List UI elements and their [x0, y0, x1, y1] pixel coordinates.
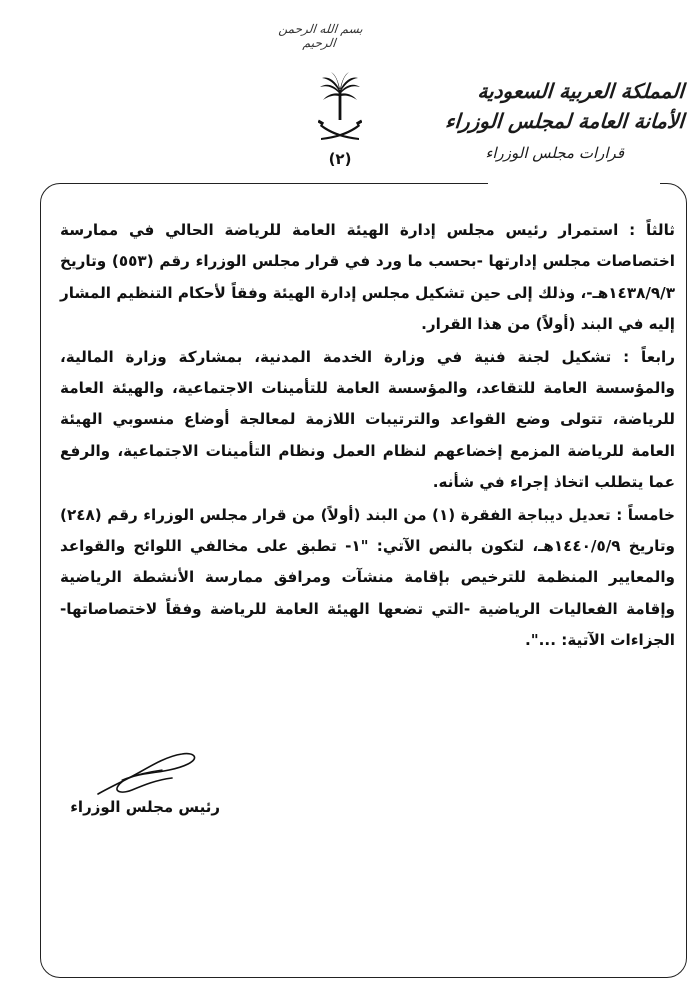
- clause-text: استمرار رئيس مجلس إدارة الهيئة العامة للرياضة الحالي في ممارسة اختصاصات مجلس إدارتها -بحسب ما ورد في قرار مجلس الوزراء رقم (٥٥٣) وتاريخ ١٤٣٨/٩/٣هـ-، وذلك إلى حين تشكيل مجلس إدارة الهيئة وفقاً لأحكام التنظيم المشار إليه في البند (أولاً) من هذا القرار.: [60, 221, 675, 334]
- decision-body: [60, 215, 675, 658]
- page-number: (٢): [328, 150, 352, 168]
- basmala: بسم الله الرحمن الرحيم: [277, 22, 364, 50]
- clause-label: خامساً :: [616, 505, 675, 524]
- letterhead-decisions: قرارات مجلس الوزراء: [485, 144, 624, 162]
- clause-text: تعديل ديباجة الفقرة (١) من البند (أولاً) من قرار مجلس الوزراء رقم (٢٤٨) وتاريخ ١٤٤٠/٥/٩هـ، لتكون بالنص الآتي: "١- تطبق على مخالفي اللوائح والقواعد والمعايير المنظمة للترخيص بإقامة منشآت ومرافق ممارسة الأنشطة الرياضية وإقامة الفعاليات الرياضية -التي تضعها الهيئة العامة للرياضة وفقاً لاختصاصاتها- الجزاءات الآتية: ...".: [60, 505, 675, 650]
- clause-fourth: [60, 342, 675, 499]
- clause-text: تشكيل لجنة فنية في وزارة الخدمة المدنية، بمشاركة وزارة المالية، والمؤسسة العامة للتقاعد، والمؤسسة العامة للتأمينات الاجتماعية، والهيئة العامة للرياضة، تتولى وضع القواعد والترتيبات اللازمة لمعالجة أوضاع منسوبي الهيئة العامة للرياضة المزمع إخضاعهم لنظام العمل ونظام التأمينات الاجتماعية، والرفع عما يتطلب اتخاذ إجراء في شأنه.: [60, 347, 675, 492]
- clause-fifth: [60, 500, 675, 657]
- palm-swords-emblem-icon: [318, 72, 362, 148]
- letterhead-secretariat: الأمانة العامة لمجلس الوزراء: [444, 109, 685, 133]
- frame-gap: [488, 176, 660, 190]
- letterhead-kingdom: المملكة العربية السعودية: [476, 79, 685, 103]
- clause-label: رابعاً :: [623, 347, 675, 366]
- signature-title: رئيس مجلس الوزراء: [70, 798, 220, 816]
- letterhead: [444, 76, 685, 164]
- handwritten-signature-icon: [92, 750, 204, 800]
- clause-label: ثالثاً :: [629, 221, 675, 239]
- clause-third: [60, 215, 675, 341]
